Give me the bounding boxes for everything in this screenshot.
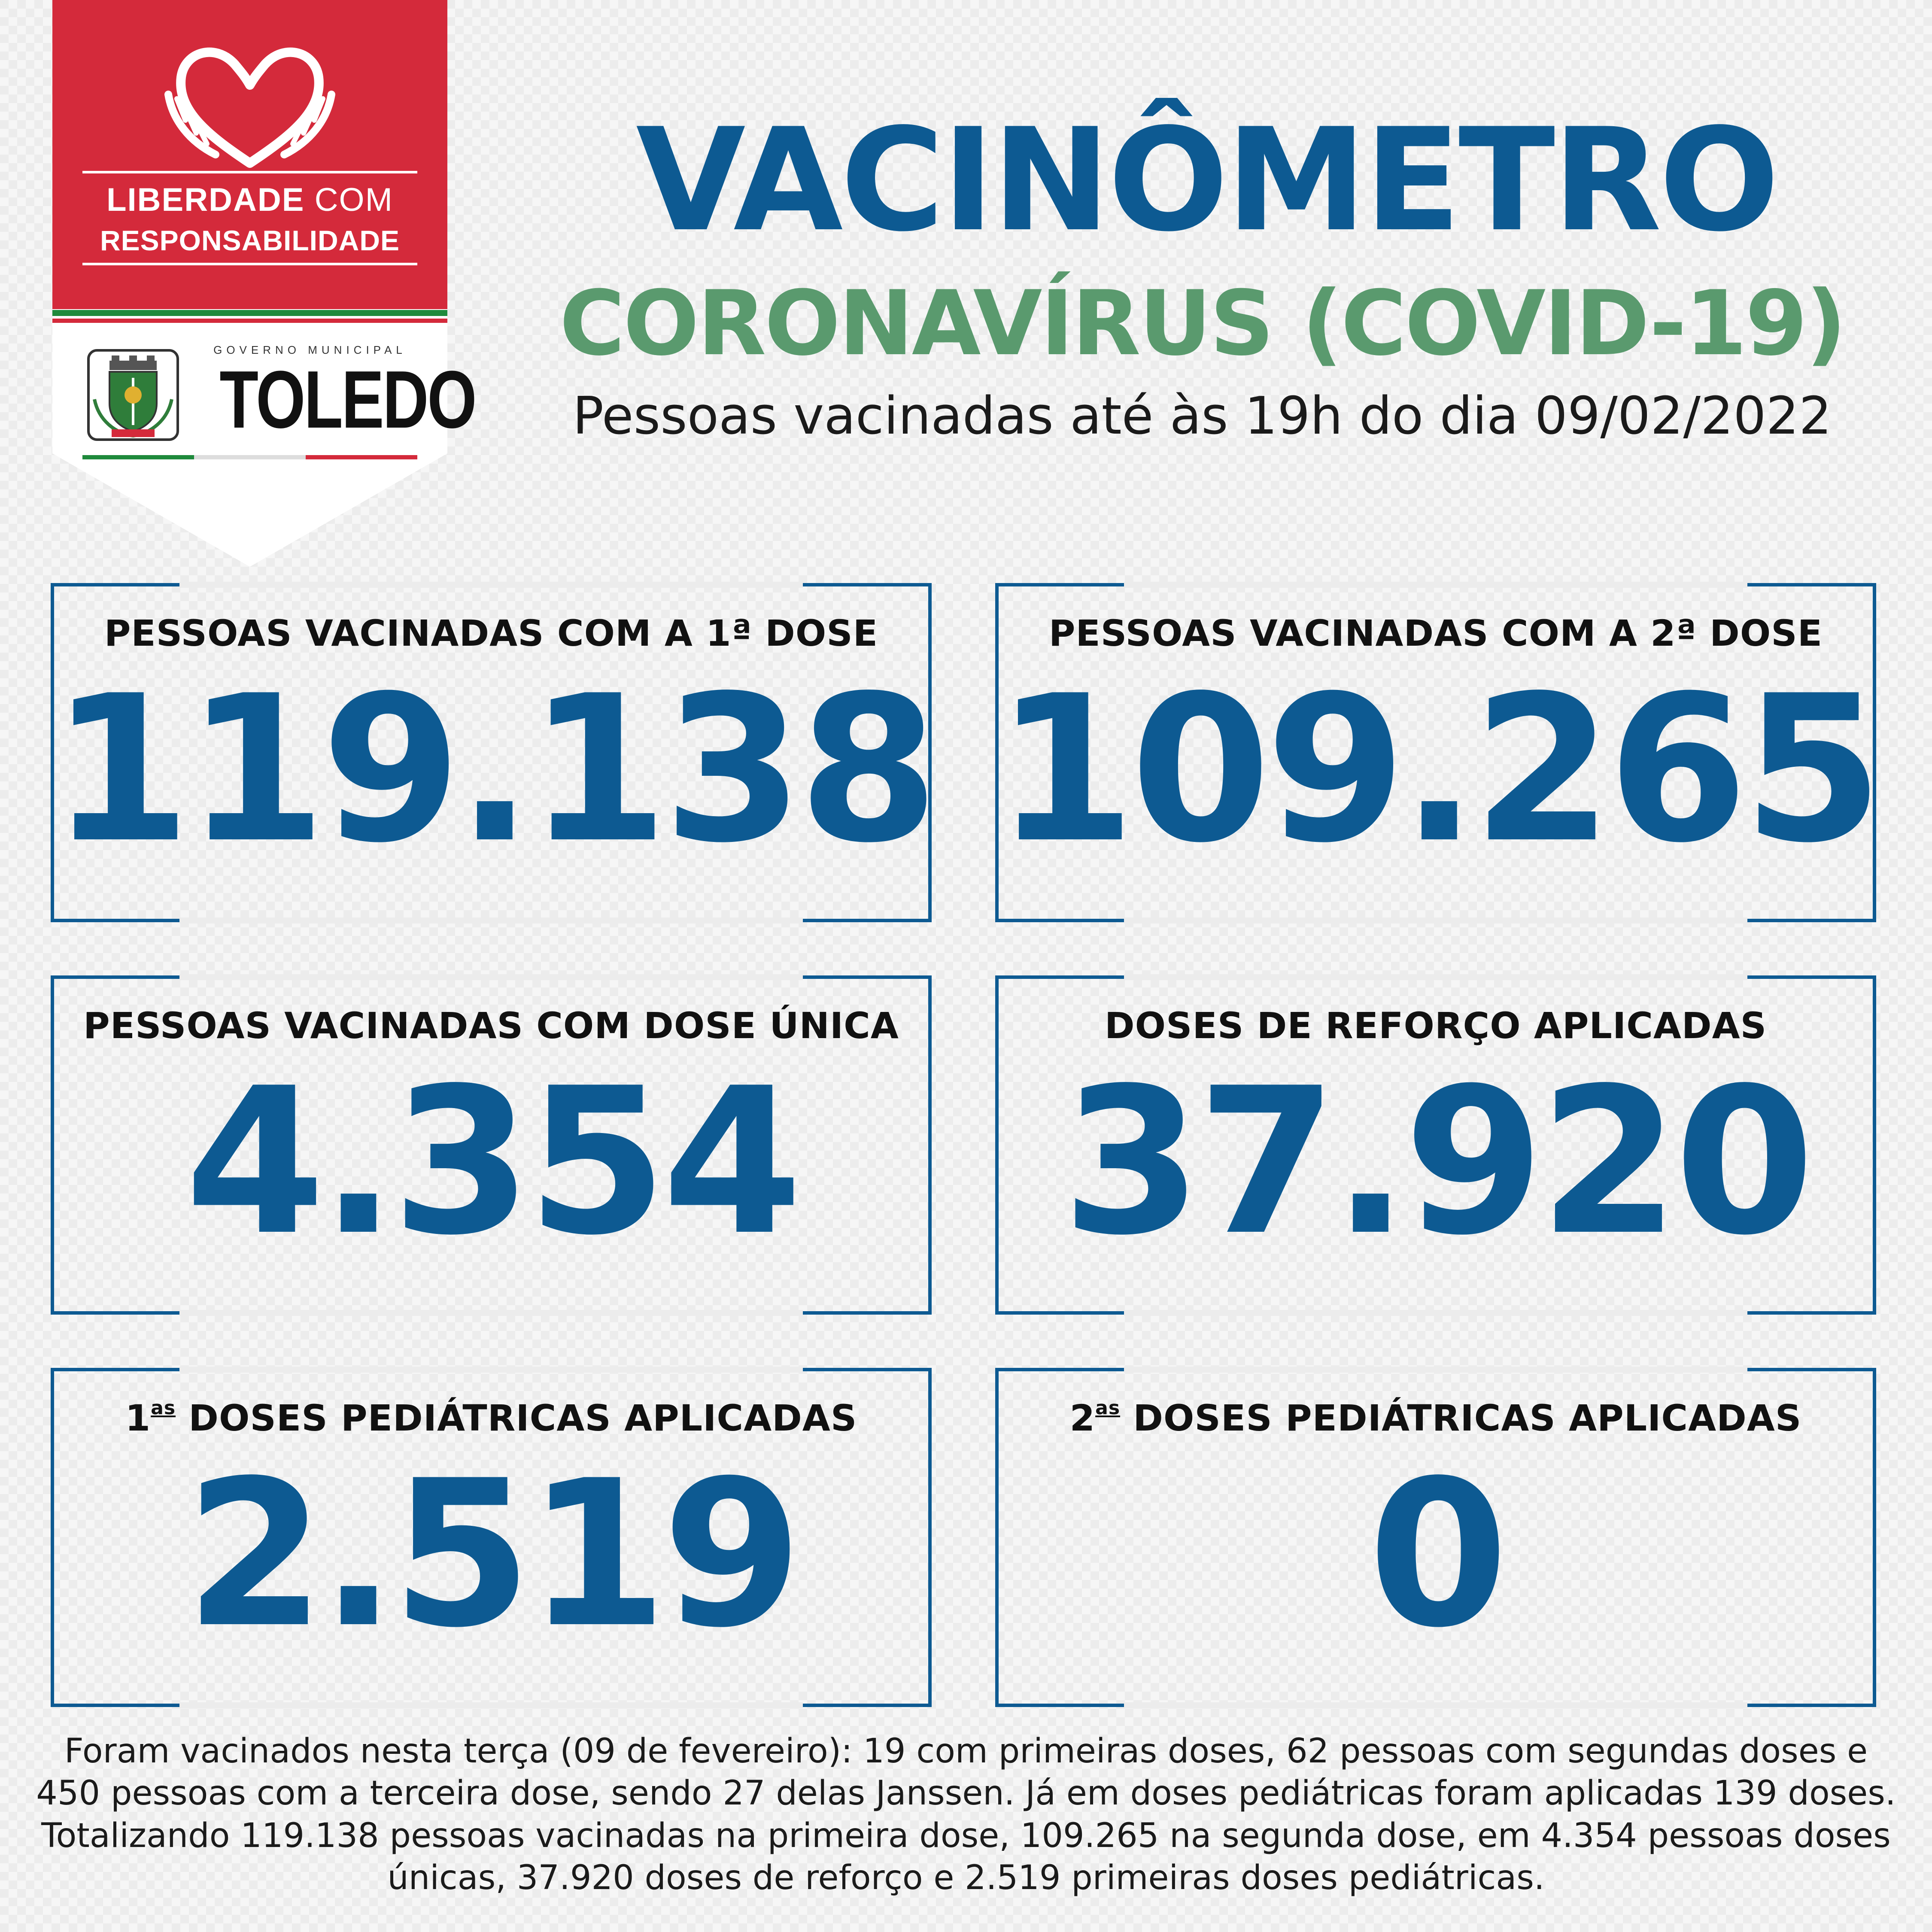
stat-card-pediatric-second	[995, 1368, 1876, 1707]
frame-gap-top	[179, 1367, 803, 1373]
flag-line-green	[82, 455, 194, 459]
card-label	[995, 1397, 1876, 1439]
card-value: 37.920	[1062, 1045, 1810, 1279]
stat-card-first-dose	[51, 583, 932, 922]
slogan-line-1	[52, 181, 447, 219]
badge-stripe-green	[52, 310, 447, 316]
card-value: 4.354	[185, 1045, 798, 1279]
label-text: DOSES PEDIÁTRICAS APLICADAS	[188, 1397, 857, 1439]
label-ordinal: 2	[1069, 1397, 1096, 1439]
frame-gap-top	[179, 974, 803, 980]
frame-gap-top	[1124, 1367, 1747, 1373]
page-title: VACINÔMETRO	[636, 98, 1777, 263]
frame-gap-top	[1124, 582, 1747, 588]
badge-stripe-red	[52, 319, 447, 323]
label-text: DOSES PEDIÁTRICAS APLICADAS	[1133, 1397, 1802, 1439]
slogan-line-2: RESPONSABILIDADE	[100, 225, 400, 256]
frame-gap-top	[1124, 974, 1747, 980]
frame-gap-bottom	[1124, 917, 1747, 923]
slogan-word-liberdade: LIBERDADE	[106, 182, 305, 218]
label-ordinal-suffix: as	[151, 1397, 176, 1419]
card-label: PESSOAS VACINADAS COM DOSE ÚNICA	[83, 1005, 899, 1047]
frame-gap-bottom	[1124, 1702, 1747, 1708]
frame-gap-bottom	[179, 1702, 803, 1708]
stat-card-single-dose	[51, 975, 932, 1315]
flag-line-red	[306, 455, 417, 459]
card-label: DOSES DE REFORÇO APLICADAS	[1104, 1005, 1767, 1047]
campaign-badge	[52, 0, 476, 567]
frame-gap-bottom	[1124, 1310, 1747, 1316]
frame-gap-bottom	[179, 1310, 803, 1316]
city-crest-icon	[86, 348, 180, 442]
page-subtitle: CORONAVÍRUS (COVID-19)	[559, 272, 1845, 376]
badge-divider-top	[82, 171, 417, 173]
card-label: PESSOAS VACINADAS COM A 1ª DOSE	[104, 612, 878, 654]
label-ordinal-suffix: as	[1095, 1397, 1121, 1419]
card-value: 0	[1368, 1437, 1504, 1672]
flag-line-white	[194, 455, 306, 459]
city-name: TOLEDO	[219, 354, 476, 445]
stat-card-pediatric-first	[51, 1368, 932, 1707]
date-line: Pessoas vacinadas até às 19h do dia 09/02/2022	[572, 386, 1832, 446]
card-label: PESSOAS VACINADAS COM A 2ª DOSE	[1048, 612, 1823, 654]
frame-gap-bottom	[179, 917, 803, 923]
label-ordinal: 1	[125, 1397, 151, 1439]
slogan-word-com: COM	[314, 182, 393, 218]
frame-gap-top	[179, 582, 803, 588]
card-value: 119.138	[51, 652, 934, 887]
stat-card-booster	[995, 975, 1876, 1315]
card-value: 2.519	[185, 1437, 798, 1672]
footer-summary: Foram vacinados nesta terça (09 de fevereiro): 19 com primeiras doses, 62 pessoas com segundas doses e 450 pessoas com a terceira dose, sendo 27 delas Janssen. Já em doses pediátricas foram aplicadas 139 doses. Totalizando 119.138 pessoas vacinadas na primeira dose, 109.265 na segunda dose, em 4.354 pessoas doses únicas, 37.920 doses de reforço e 2.519 primeiras doses pediátricas.	[36, 1732, 1896, 1897]
card-value: 109.265	[995, 652, 1878, 887]
badge-divider-bottom	[82, 263, 417, 265]
heart-hands-icon	[160, 34, 340, 172]
card-label	[51, 1397, 932, 1439]
government-label: GOVERNO MUNICIPAL	[213, 343, 407, 356]
stat-card-second-dose	[995, 583, 1876, 922]
